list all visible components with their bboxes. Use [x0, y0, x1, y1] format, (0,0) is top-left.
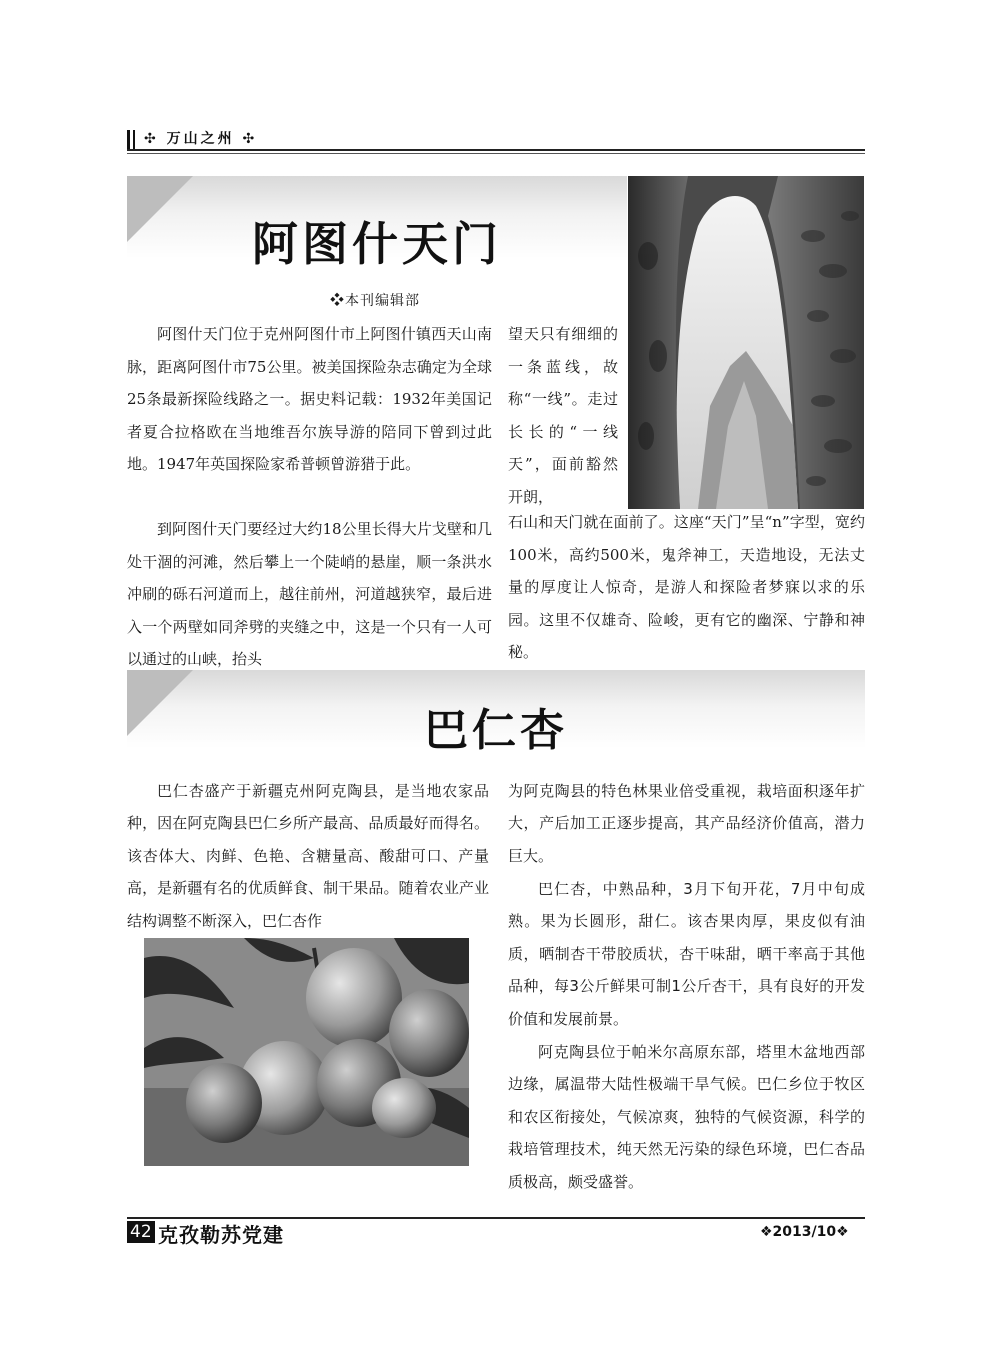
issue-number: ❖2013/10❖ [760, 1224, 849, 1240]
magazine-name: 克孜勒苏党建 [158, 1223, 284, 1247]
article1-paragraph-2: 到阿图什天门要经过大约18公里长得大片戈壁和几处干涸的河滩，然后攀上一个陡峭的悬崖，顺一条洪水冲刷的砾石河道而上，越往前州，河道越狭窄，最后进入一个两壁如同斧劈的夹缝之中，这是一个只有一人可以通过的山峡，抬头 [127, 520, 492, 668]
header-rule [127, 149, 865, 151]
article2-paragraph-2: 巴仁杏，中熟品种，3月下旬开花，7月中旬成熟。果为长圆形，甜仁。该杏果肉厚，果皮似有油质，晒制杏干带胶质状，杏干味甜，晒干率高于其他品种，每3公斤鲜果可制1公斤杏干，具有良好的开发价值和发展前景。 [508, 880, 865, 1028]
column-name: ✣ 万山之州 ✣ [144, 131, 258, 147]
header-marker [127, 130, 135, 150]
byline: ❖本刊编辑部 [330, 293, 420, 309]
article2-paragraph-1-continued: 为阿克陶县的特色林果业倍受重视，栽培面积逐年扩大，产后加工正逐步提高，其产品经济价值高，潜力巨大。 [508, 782, 865, 865]
apricot-photo [144, 938, 469, 1166]
header-rule-thin [127, 153, 865, 154]
page-number: 42 [127, 1221, 155, 1243]
article1-paragraph-2-continued: 石山和天门就在面前了。这座“天门”呈“n”字型，宽约100米，高约500米，鬼斧神工，天造地设，无法丈量的厚度让人惊奇，是游人和探险者梦寐以求的乐园。这里不仅雄奇、险峻，更有它的幽深、宁静和神秘。 [508, 513, 865, 661]
article-title-2: 巴仁杏 [424, 705, 568, 756]
article2-paragraph-1: 巴仁杏盛产于新疆克州阿克陶县，是当地农家品种，因在阿克陶县巴仁乡所产最高、品质最好而得名。该杏体大、肉鲜、色艳、含糖量高、酸甜可口、产量高，是新疆有名的优质鲜食、制干果品。随着农业产业结构调整不断深入，巴仁杏作 [127, 782, 489, 930]
article1-paragraph-2-continued-narrow: 望天只有细细的一条蓝线，故称“一线”。走过长长的“一线天”，面前豁然开朗， [508, 325, 618, 506]
article1-paragraph-1: 阿图什天门位于克州阿图什市上阿图什镇西天山南脉，距离阿图什市75公里。被美国探险杂志确定为全球25条最新探险线路之一。据史料记载：1932年美国记者夏合拉格欧在当地维吾尔族导游的陪同下曾到过此地。1947年英国探险家希普顿曾游猎于此。 [127, 325, 492, 473]
article2-paragraph-3: 阿克陶县位于帕米尔高原东部，塔里木盆地西部边缘，属温带大陆性极端干旱气候。巴仁乡位于牧区和农区衔接处，气候凉爽，独特的气候资源，科学的栽培管理技术，纯天然无污染的绿色环境，巴仁杏品质极高，颇受盛誉。 [508, 1043, 865, 1191]
rock-arch-photo [628, 176, 864, 509]
article-title: 阿图什天门 [252, 217, 502, 271]
